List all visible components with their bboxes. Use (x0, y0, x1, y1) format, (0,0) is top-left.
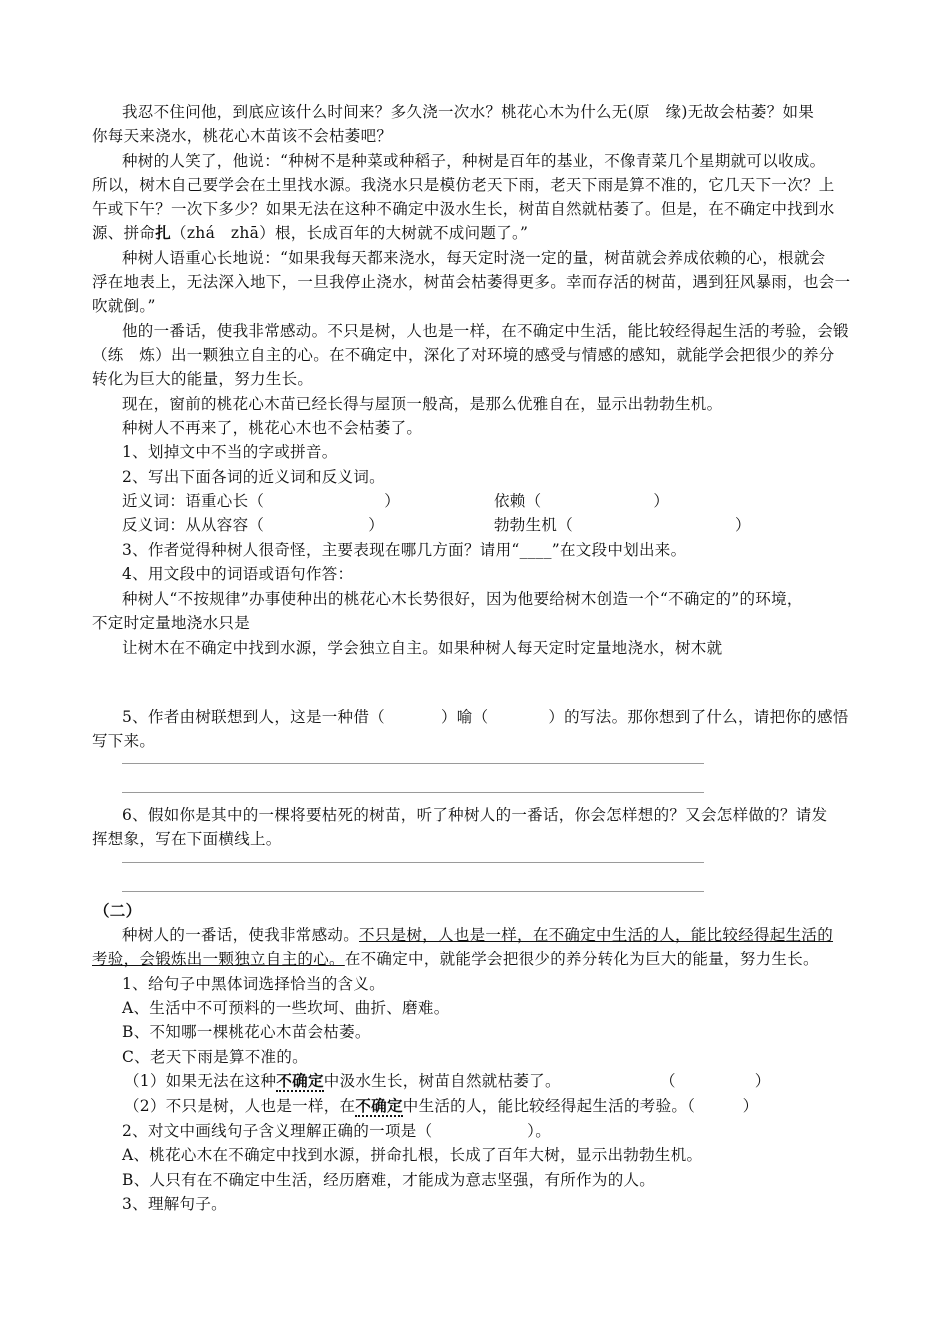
s2-option-a: A、桃花心木在不确定中找到水源，拼命扎根，长成了百年大树，显示出勃勃生机。 (122, 1146, 703, 1164)
section2-line (92, 948, 882, 970)
sentence-text: 中生活的人，能比较经得起生活的考验。（ ） (402, 1097, 759, 1115)
question-1: 1、划掉文中不当的字或拼音。 (122, 443, 338, 461)
passage-line: 浮在地表上，无法深入地下，一旦我停止浇水，树苗会枯萎得更多。幸而存活的树苗，遇到狂风暴雨，也会一 (92, 273, 851, 291)
answer-line[interactable] (122, 792, 704, 793)
underlined-sentence: 考验，会锻炼出一颗独立自主的心。 (92, 950, 345, 968)
passage-text: 源、拼命 (92, 224, 156, 242)
question-4-line: 不定时定量地浇水只是 (92, 614, 251, 632)
question-2: 2、写出下面各词的近义词和反义词。 (122, 468, 385, 486)
antonym-b-label: 勃勃生机（ (494, 516, 574, 534)
answer-paren[interactable]: （ ） (660, 1072, 771, 1090)
paren-close: ） (384, 492, 401, 510)
passage-line: 吹就倒。” (92, 297, 156, 315)
paren-close: ） (653, 492, 670, 510)
answer-line[interactable] (122, 891, 704, 892)
passage-line (92, 222, 882, 244)
question-5-line: 写下来。 (92, 732, 156, 750)
bold-term: 不确定 (276, 1071, 324, 1090)
question-6-line: 挥想象，写在下面横线上。 (92, 830, 282, 848)
passage-line: 现在，窗前的桃花心木苗已经长得与屋顶一般高，是那么优雅自在，显示出勃勃生机。 (122, 395, 723, 413)
question-4-line: 种树人“不按规律”办事使种出的桃花心木长势很好，因为他要给树木创造一个“不确定的”的环境， (122, 590, 803, 608)
s2-question-3: 3、理解句子。 (122, 1195, 227, 1213)
answer-line[interactable] (122, 763, 704, 764)
section2-line (122, 924, 912, 946)
passage-line: 你每天来浇水，桃花心木苗该不会枯萎吧？ (92, 127, 393, 145)
passage-line: 种树人语重心长地说：“如果我每天都来浇水，每天定时浇一定的量，树苗就会养成依赖的心，根就会 (122, 249, 826, 267)
q5-text: 5、作者由树联想到人，这是一种借（ (122, 708, 385, 726)
s2-option-b: B、人只有在不确定中生活，经历磨难，才能成为意志坚强，有所作为的人。 (122, 1171, 656, 1189)
question-5 (122, 706, 912, 728)
sentence-text: （2）不只是树，人也是一样，在 (124, 1097, 356, 1115)
synonym-b (494, 490, 754, 512)
antonym-b (494, 514, 794, 536)
option-c: C、老天下雨是算不准的。 (122, 1048, 308, 1066)
question-4: 4、用文段中的词语或语句作答： (122, 565, 354, 583)
passage-text: （zhá zhā）根，长成百年的大树就不成问题了。” (171, 224, 529, 242)
antonym-a: 反义词：从从容容（ (122, 516, 265, 534)
bold-char: 扎 (155, 223, 172, 242)
section-heading: （二） (94, 901, 142, 920)
s2-question-1: 1、给句子中黑体词选择恰当的含义。 (122, 975, 385, 993)
question-3: 3、作者觉得种树人很奇怪，主要表现在哪几方面？请用“____”在文段中划出来。 (122, 541, 687, 559)
underlined-sentence: 不只是树，人也是一样，在不确定中生活的人，能比较经得起生活的 (359, 926, 834, 944)
passage-line: 午或下午？一次下多少？如果无法在这种不确定中汲水生长，树苗自然就枯萎了。但是，在不确定中找到水 (92, 200, 835, 218)
sentence-text: （1）如果无法在这种 (124, 1072, 277, 1090)
passage-line: 种树人不再来了，桃花心木也不会枯萎了。 (122, 419, 423, 437)
section2-text: 在不确定中，就能学会把很少的养分转化为巨大的能量，努力生长。 (344, 950, 819, 968)
sentence-text: 中汲水生长，树苗自然就枯萎了。 (323, 1072, 561, 1090)
passage-line: 我忍不住问他，到底应该什么时间来？多久浇一次水？桃花心木为什么无(原 缘)无故会枯萎？如果 (122, 103, 815, 121)
q5-text: ）喻（ (440, 708, 489, 726)
passage-line: 他的一番话，使我非常感动。不只是树，人也是一样，在不确定中生活，能比较经得起生活的考验，会锻 (122, 322, 849, 340)
option-a: A、生活中不可预料的一些坎坷、曲折、磨难。 (122, 999, 450, 1017)
q5-text: ）的写法。那你想到了什么，请把你的感悟 (548, 708, 849, 726)
bold-term: 不确定 (355, 1096, 403, 1115)
passage-line: 所以，树木自己要学会在土里找水源。我浇水只是模仿老天下雨，老天下雨是算不准的，它几天下一次？上 (92, 176, 835, 194)
synonym-b-label: 依赖（ (494, 492, 542, 510)
passage-line: 种树的人笑了，他说：“种树不是种菜或种稻子，种树是百年的基业，不像青菜几个星期就可以收成。 (122, 152, 826, 170)
s2-question-2: 2、对文中画线句子含义理解正确的一项是（ ）。 (122, 1122, 552, 1140)
passage-line: （练 炼）出一颗独立自主的心。在不确定中，深化了对环境的感受与情感的感知，就能学会把很少的养分 (92, 346, 835, 364)
synonym-a: 近义词：语重心长（ (122, 492, 265, 510)
option-b: B、不知哪一棵桃花心木苗会枯萎。 (122, 1023, 371, 1041)
answer-line[interactable] (122, 862, 704, 863)
section2-text: 种树人的一番话，使我非常感动。 (122, 926, 360, 944)
passage-line: 转化为巨大的能量，努力生长。 (92, 370, 314, 388)
sentence-2 (124, 1095, 914, 1117)
question-4-line: 让树木在不确定中找到水源，学会独立自主。如果种树人每天定时定量地浇水，树木就 (122, 639, 723, 657)
question-6: 6、假如你是其中的一棵将要枯死的树苗，听了种树人的一番话，你会怎样想的？又会怎样做的？请发 (122, 806, 828, 824)
paren-close: ） (735, 516, 751, 534)
paren-close: ） (368, 516, 385, 534)
